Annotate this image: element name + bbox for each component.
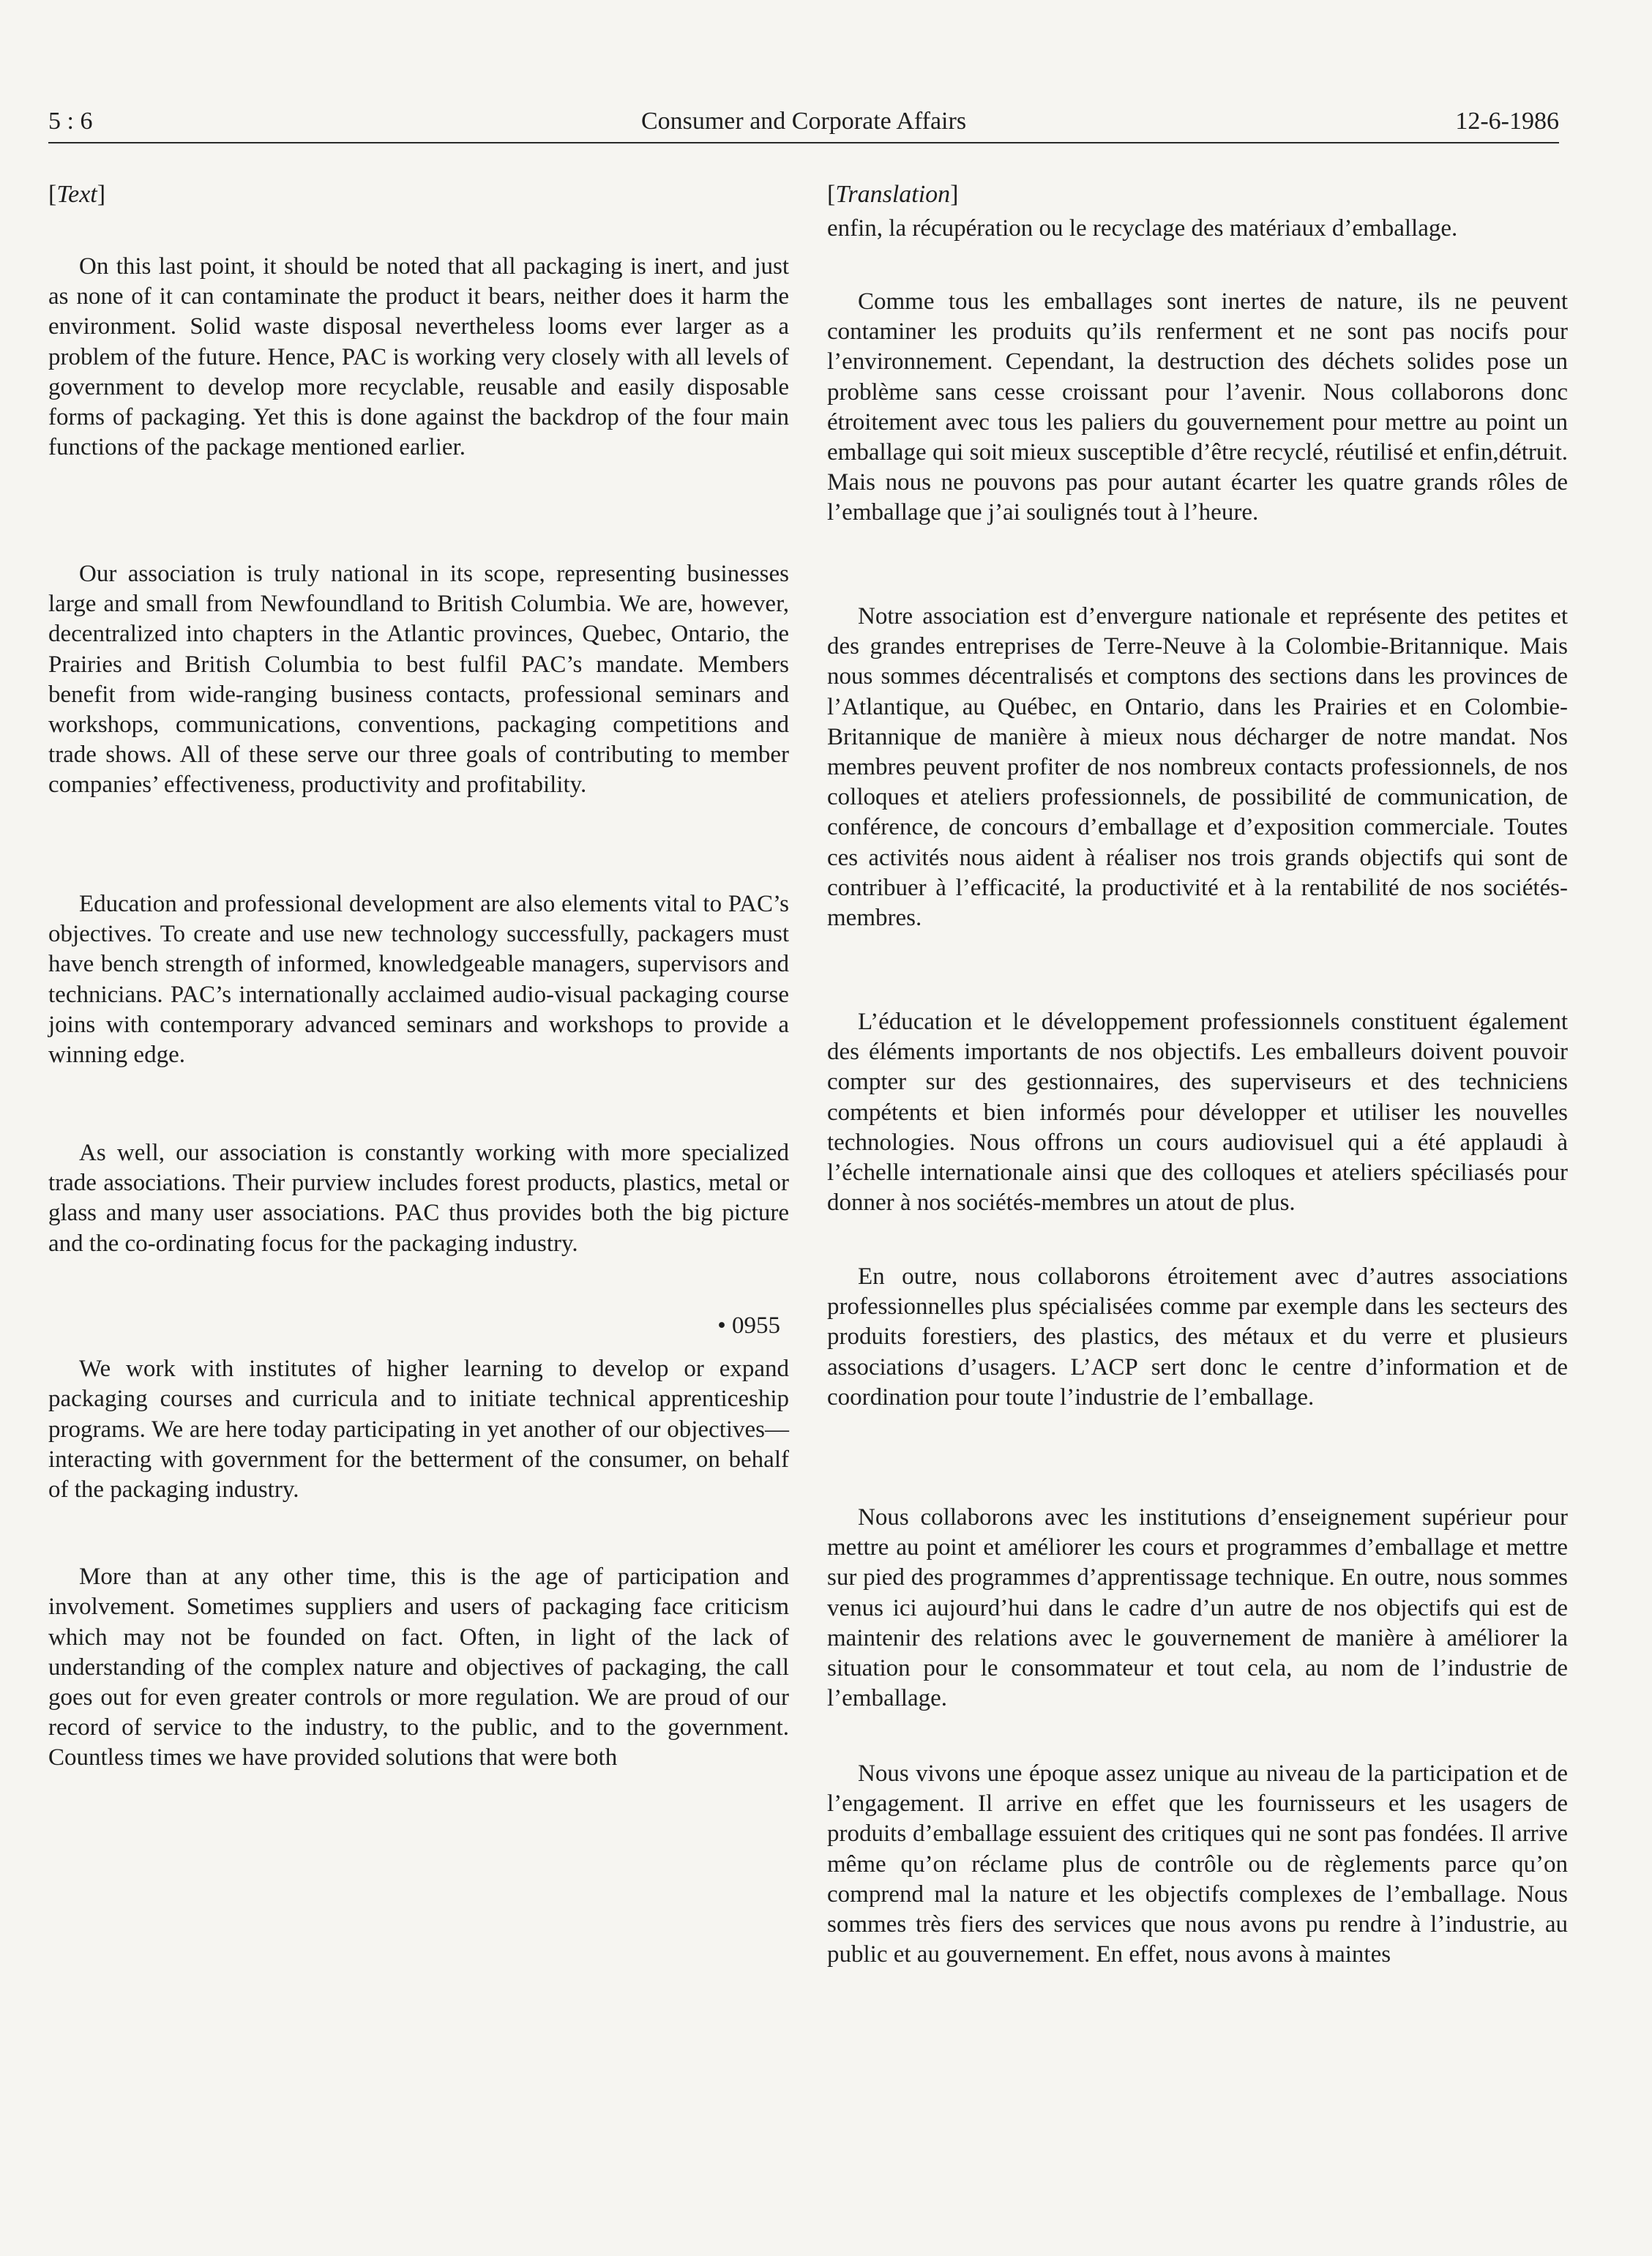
paragraph: Education and professional development are also elements vital to PAC’s objectives. To create and use new technology successfully, packagers must have bench strength of informed, knowledgeable managers, supervisors and technicians. PAC’s internationally acclaimed audio-visual packaging course joins with contemporary advanced seminars and workshops to provide a winning edge. [48,891,789,1069]
publication-title: Consumer and Corporate Affairs [640,108,967,135]
paragraph: Nous collaborons avec les institutions d’enseignement supérieur pour mettre au point et améliorer les cours et programmes d’emballage et mettre sur pied des programmes d’apprentissage technique. En outre, nous sommes venus ici aujourd’hui dans le cadre d’un autre de nos objectifs qui est de maintenir des relations avec le gouvernement de manière à améliorer la situation pour le consommateur et tout cela, au nom de l’industrie de l’emballage. [827,1504,1568,1712]
paragraph: Notre association est d’envergure nationale et représente des petites et des grandes entreprises de Terre-Neuve à la Colombie-Britannique. Mais nous sommes décentralisés et comptons des sections dans les provinces de l’Atlantique, au Québec, en Ontario, dans les Prairies et en Colombie-Britannique de manière à mieux nous décharger de notre mandat. Nos membres peuvent profiter de nos nombreux contacts professionnels, de nos colloques et ateliers professionnels, de possibilité de communication, de conférence, de concours d’emballage et d’exposition commerciale. Toutes ces activités nous aident à réaliser nos trois grands objectifs qui sont de contribuer à l’efficacité, la productivité et à la rentabilité de nos sociétés-membres. [827,603,1568,932]
english-column [48,176,789,1804]
column-label-translation: [Translation] [827,181,959,208]
french-column [827,176,1568,2031]
paragraph: More than at any other time, this is the age of participation and involvement. Sometimes suppliers and users of packaging face criticism which may not be founded on fact. Often, in light of the lack of understanding of the complex nature and objectives of packaging, the call goes out for even greater controls or more regulation. We are proud of our record of service to the industry, to the public, and to the government. Countless times we have provided solutions that were both [48,1564,789,1771]
header-date: 12-6-1986 [1455,108,1559,135]
paragraph: Comme tous les emballages sont inertes de nature, ils ne peuvent contaminer les produits qu’ils renferment et ne sont pas nocifs pour l’environnement. Cependant, la destruction des déchets solides pose un problème sans cesse croissant pour l’avenir. Nous collaborons donc étroitement avec tous les paliers du gouvernement pour mettre au point un emballage qui soit mieux susceptible d’être recyclé, réutilisé et enfin,détruit. Mais nous ne pouvons pas pour autant écarter les quatre grands rôles de l’emballage que j’ai soulignés tout à l’heure. [827,288,1568,526]
paragraph: En outre, nous collaborons étroitement avec d’autres associations professionnelles plus spécialisées comme par exemple dans les secteurs des produits forestiers, des plastics, des métaux et du verre et plusieurs associations d’usagers. L’ACP sert donc le centre d’information et de coordination pour toute l’industrie de l’emballage. [827,1263,1568,1411]
page-number: 5 : 6 [48,108,93,135]
paragraph: On this last point, it should be noted that all packaging is inert, and just as none of it can contaminate the product it bears, neither does it harm the environment. Solid waste disposal nevertheless looms ever larger as a problem of the future. Hence, PAC is working very closely with all levels of government to develop more recyclable, reusable and easily disposable forms of packaging. Yet this is done against the backdrop of the four main functions of the package mentioned earlier. [48,253,789,461]
paragraph: As well, our association is constantly working with more specialized trade associations. Their purview includes forest products, plastics, metal or glass and many user associations. PAC thus provides both the big picture and the co-ordinating focus for the packaging industry. [48,1140,789,1257]
column-label-text: [Text] [48,181,106,208]
paragraph: L’éducation et le développement professionnels constituent également des éléments importants de nos objectifs. Les emballeurs doivent pouvoir compter sur des gestionnaires, des superviseurs et des techniciens compétents et bien informés pour développer et utiliser les nouvelles technologies. Nous offrons un cours audiovisuel qui a été applaudi à l’échelle internationale ainsi que des colloques et ateliers spéciliasés pour donner à nos sociétés-membres un atout de plus. [827,1009,1568,1217]
page-header [48,101,1559,142]
header-rule [48,142,1559,143]
time-marker: • 0955 [717,1312,780,1339]
paragraph: enfin, la récupération ou le recyclage des matériaux d’emballage. [827,215,1458,242]
paragraph: We work with institutes of higher learning to develop or expand packaging courses and curricula and to initiate technical apprenticeship programs. We are here today participating in yet another of our objectives—interacting with government for the betterment of the consumer, on behalf of the packaging industry. [48,1356,789,1504]
paragraph: Our association is truly national in its scope, representing businesses large and small from Newfoundland to British Columbia. We are, however, decentralized into chapters in the Atlantic provinces, Quebec, Ontario, the Prairies and British Columbia to best fulfil PAC’s mandate. Members benefit from wide-ranging business contacts, professional seminars and workshops, communications, conventions, packaging competitions and trade shows. All of these serve our three goals of contributing to member companies’ effectiveness, productivity and profitability. [48,561,789,799]
paragraph: Nous vivons une époque assez unique au niveau de la participation et de l’engagement. Il arrive en effet que les fournisseurs et les usagers de produits d’emballage essuient des critiques qui ne sont pas fondées. Il arrive même qu’on réclame plus de contrôle ou de règlements parce qu’on comprend mal la nature et les objectifs complexes de l’emballage. Nous sommes très fiers des services que nous avons pu rendre à l’industrie, au public et au gouvernement. En effet, nous avons à maintes [827,1760,1568,1968]
